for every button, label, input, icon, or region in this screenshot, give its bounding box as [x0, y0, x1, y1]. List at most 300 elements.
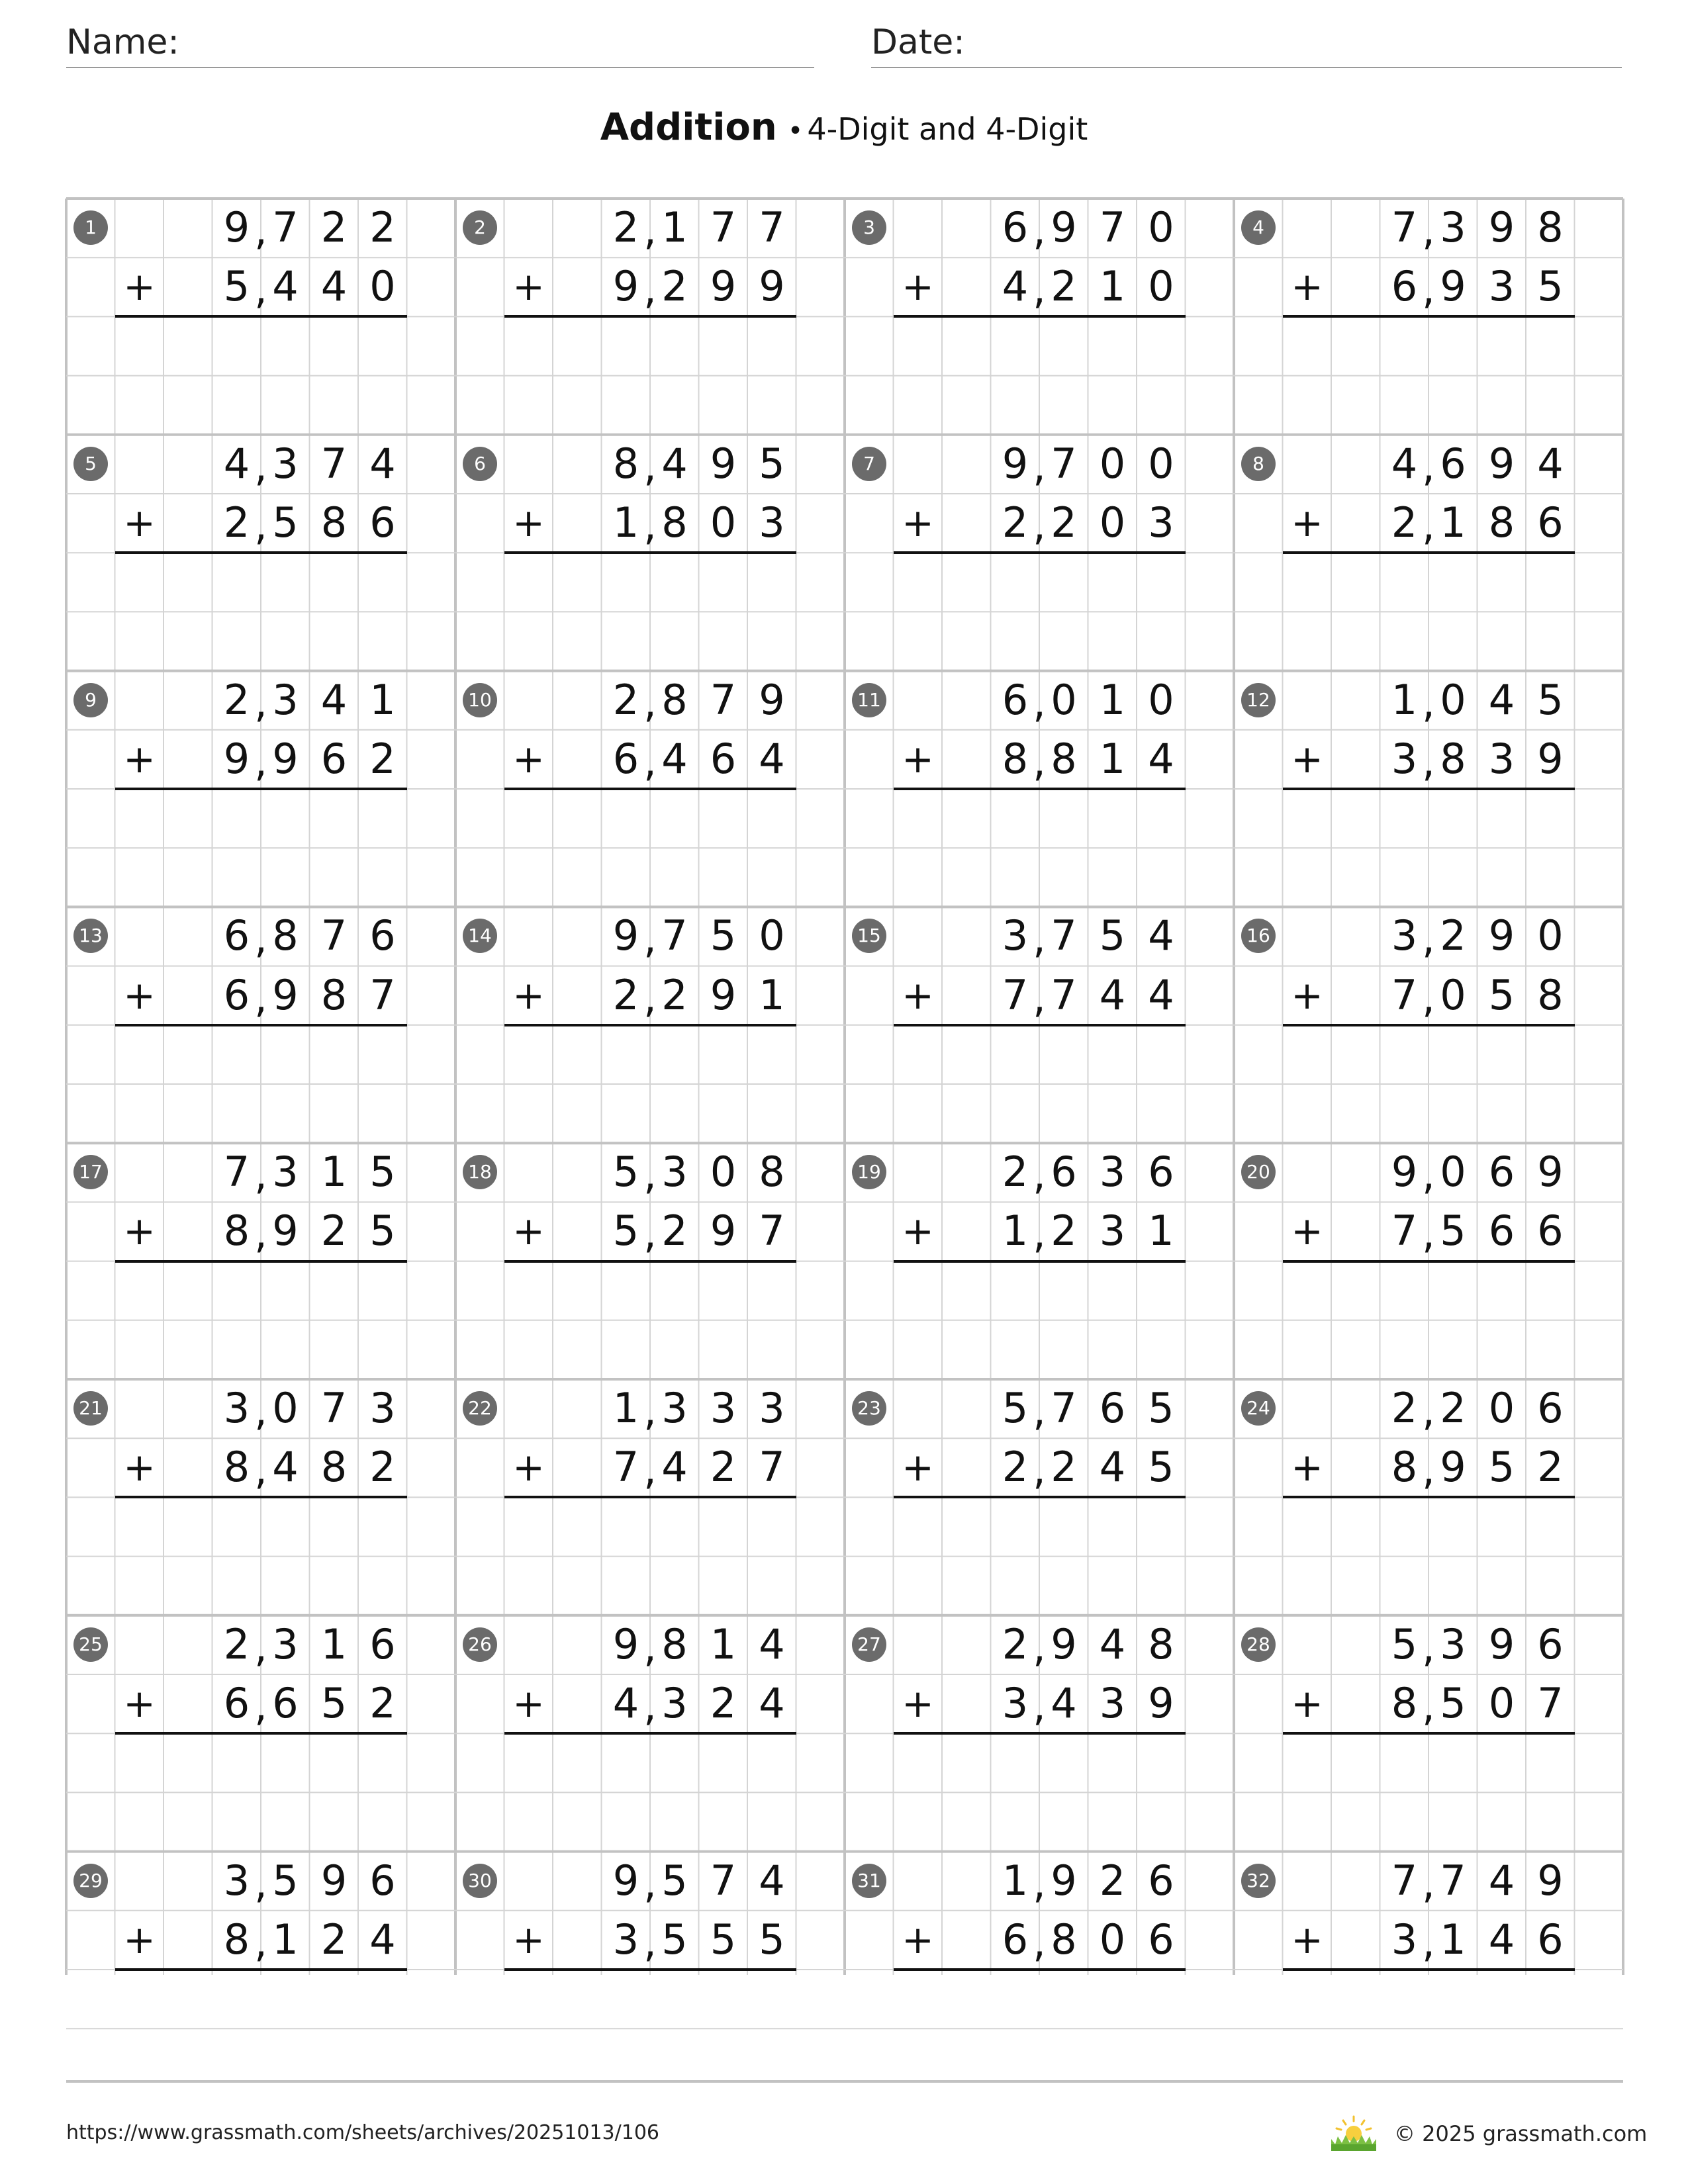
- addend-bottom-digit: 3: [1488, 734, 1515, 783]
- problem-number-badge: 32: [1241, 1864, 1276, 1898]
- plus-sign: +: [1291, 1917, 1323, 1962]
- addend-top-digit: 4: [759, 1856, 785, 1905]
- addend-top-digit: 7: [1051, 1384, 1077, 1432]
- addend-top-digit: 0: [1440, 1148, 1466, 1197]
- plus-sign: +: [1291, 972, 1323, 1018]
- answer-line: [1283, 1260, 1575, 1263]
- addend-top-digit: 8: [272, 911, 299, 960]
- thousands-comma: ,: [1033, 265, 1046, 314]
- addend-bottom-digit: 1: [1002, 1206, 1029, 1255]
- thousands-comma: ,: [254, 914, 267, 963]
- thousands-comma: ,: [1033, 206, 1046, 254]
- thousands-comma: ,: [1422, 1917, 1435, 1966]
- addend-bottom-digit: 7: [612, 1443, 639, 1492]
- addend-top-digit: 2: [320, 203, 348, 251]
- thousands-comma: ,: [643, 737, 657, 786]
- addend-top-digit: 1: [661, 203, 688, 251]
- thousands-comma: ,: [254, 737, 267, 786]
- addend-bottom-digit: 4: [612, 1679, 639, 1727]
- name-label: Name:: [66, 23, 179, 62]
- addend-bottom-digit: 9: [272, 970, 299, 1019]
- thousands-comma: ,: [1422, 1858, 1435, 1907]
- plus-sign: +: [902, 500, 934, 545]
- addend-bottom-digit: 9: [272, 1206, 299, 1255]
- addend-bottom-digit: 6: [1537, 498, 1564, 547]
- addend-top-digit: 3: [1099, 1148, 1126, 1197]
- addend-top-digit: 7: [1051, 439, 1077, 488]
- title-subtitle: 4-Digit and 4-Digit: [807, 111, 1088, 147]
- addend-bottom-digit: 2: [1051, 1206, 1077, 1255]
- thousands-comma: ,: [643, 1917, 657, 1966]
- addend-top-digit: 9: [1488, 1619, 1515, 1668]
- addend-bottom-digit: 5: [710, 1915, 737, 1964]
- addend-top-digit: 4: [759, 1619, 785, 1668]
- addend-top-digit: 7: [1391, 203, 1418, 251]
- addend-bottom-digit: 6: [223, 1679, 250, 1727]
- thousands-comma: ,: [643, 973, 657, 1022]
- thousands-comma: ,: [643, 441, 657, 490]
- thousands-comma: ,: [1033, 678, 1046, 727]
- answer-line: [504, 1024, 796, 1026]
- problem-number-badge: 25: [73, 1627, 108, 1662]
- plus-sign: +: [123, 1208, 156, 1254]
- thousands-comma: ,: [254, 1917, 267, 1966]
- thousands-comma: ,: [1422, 973, 1435, 1022]
- addend-bottom-digit: 5: [1488, 1443, 1515, 1492]
- addend-bottom-digit: 4: [759, 734, 785, 783]
- plus-sign: +: [902, 736, 934, 782]
- addend-bottom-digit: 2: [710, 1443, 737, 1492]
- addend-bottom-digit: 9: [1440, 1443, 1466, 1492]
- thousands-comma: ,: [1033, 737, 1046, 786]
- addend-bottom-digit: 6: [272, 1679, 299, 1727]
- plus-sign: +: [902, 1445, 934, 1490]
- addend-bottom-digit: 5: [1440, 1679, 1466, 1727]
- answer-line: [504, 551, 796, 554]
- addend-top-digit: 9: [1051, 1619, 1077, 1668]
- addend-bottom-digit: 8: [1391, 1443, 1418, 1492]
- addend-bottom-digit: 9: [223, 734, 250, 783]
- plus-sign: +: [512, 972, 545, 1018]
- addend-bottom-digit: 0: [1148, 262, 1174, 311]
- answer-line: [504, 1732, 796, 1735]
- thousands-comma: ,: [643, 678, 657, 727]
- thousands-comma: ,: [1033, 1622, 1046, 1671]
- problem-number-badge: 1: [73, 210, 108, 245]
- addend-bottom-digit: 6: [320, 734, 348, 783]
- addend-bottom-digit: 1: [612, 498, 639, 547]
- addend-top-digit: 9: [320, 1856, 348, 1905]
- addend-bottom-digit: 2: [369, 1443, 396, 1492]
- addend-bottom-digit: 6: [1537, 1915, 1564, 1964]
- addend-bottom-digit: 5: [369, 1206, 396, 1255]
- addend-top-digit: 9: [223, 203, 250, 251]
- addend-top-digit: 1: [1002, 1856, 1029, 1905]
- addend-top-digit: 2: [1002, 1619, 1029, 1668]
- addend-top-digit: 0: [1148, 203, 1174, 251]
- addend-top-digit: 3: [759, 1384, 785, 1432]
- answer-line: [504, 1496, 796, 1498]
- thousands-comma: ,: [1033, 501, 1046, 549]
- addend-top-digit: 8: [612, 439, 639, 488]
- addend-top-digit: 1: [320, 1148, 348, 1197]
- answer-line: [115, 1260, 407, 1263]
- thousands-comma: ,: [643, 1858, 657, 1907]
- problem-number-badge: 31: [852, 1864, 886, 1898]
- plus-sign: +: [123, 972, 156, 1018]
- addend-top-digit: 6: [223, 911, 250, 960]
- thousands-comma: ,: [643, 501, 657, 549]
- title-separator: •: [787, 116, 804, 146]
- addend-top-digit: 5: [1391, 1619, 1418, 1668]
- answer-line: [115, 1024, 407, 1026]
- addend-top-digit: 7: [1440, 1856, 1466, 1905]
- addend-bottom-digit: 5: [661, 1915, 688, 1964]
- addend-bottom-digit: 4: [661, 1443, 688, 1492]
- plus-sign: +: [512, 264, 545, 310]
- addend-bottom-digit: 8: [661, 498, 688, 547]
- addend-bottom-digit: 9: [1440, 262, 1466, 311]
- title-main: Addition: [600, 106, 777, 149]
- addend-top-digit: 4: [369, 439, 396, 488]
- addend-bottom-digit: 0: [1488, 1679, 1515, 1727]
- addend-top-digit: 4: [1488, 675, 1515, 724]
- addend-top-digit: 6: [1099, 1384, 1126, 1432]
- addend-top-digit: 5: [612, 1148, 639, 1197]
- addend-bottom-digit: 8: [320, 1443, 348, 1492]
- addend-top-digit: 3: [661, 1148, 688, 1197]
- problem-number-badge: 13: [73, 919, 108, 953]
- problem-number-badge: 4: [1241, 210, 1276, 245]
- addend-top-digit: 6: [1051, 1148, 1077, 1197]
- addend-top-digit: 4: [1148, 911, 1174, 960]
- thousands-comma: ,: [254, 265, 267, 314]
- addend-top-digit: 4: [661, 439, 688, 488]
- addend-bottom-digit: 4: [759, 1679, 785, 1727]
- addend-top-digit: 7: [1051, 911, 1077, 960]
- addend-top-digit: 0: [1148, 675, 1174, 724]
- answer-line: [1283, 315, 1575, 318]
- addend-bottom-digit: 7: [759, 1206, 785, 1255]
- addend-top-digit: 3: [661, 1384, 688, 1432]
- thousands-comma: ,: [1033, 914, 1046, 963]
- thousands-comma: ,: [1033, 1858, 1046, 1907]
- addend-bottom-digit: 2: [223, 498, 250, 547]
- addend-bottom-digit: 4: [320, 262, 348, 311]
- addend-bottom-digit: 6: [1148, 1915, 1174, 1964]
- problem-number-badge: 11: [852, 683, 886, 717]
- addend-top-digit: 7: [710, 1856, 737, 1905]
- addend-bottom-digit: 1: [1099, 262, 1126, 311]
- addend-bottom-digit: 4: [1002, 262, 1029, 311]
- addend-top-digit: 4: [223, 439, 250, 488]
- addend-top-digit: 9: [1002, 439, 1029, 488]
- answer-line: [1283, 551, 1575, 554]
- thousands-comma: ,: [643, 1209, 657, 1258]
- addend-top-digit: 9: [612, 1619, 639, 1668]
- thousands-comma: ,: [1033, 973, 1046, 1022]
- addend-bottom-digit: 2: [1002, 1443, 1029, 1492]
- thousands-comma: ,: [1033, 441, 1046, 490]
- addend-bottom-digit: 4: [1099, 970, 1126, 1019]
- addend-top-digit: 9: [1051, 1856, 1077, 1905]
- answer-line: [894, 1024, 1186, 1026]
- addend-top-digit: 9: [612, 911, 639, 960]
- addend-top-digit: 3: [272, 1148, 299, 1197]
- addend-bottom-digit: 4: [369, 1915, 396, 1964]
- addend-top-digit: 3: [1002, 911, 1029, 960]
- addend-top-digit: 5: [272, 1856, 299, 1905]
- addend-top-digit: 9: [1051, 203, 1077, 251]
- plus-sign: +: [123, 1445, 156, 1490]
- addend-bottom-digit: 6: [223, 970, 250, 1019]
- addend-top-digit: 2: [1440, 1384, 1466, 1432]
- answer-line: [894, 1732, 1186, 1735]
- addend-top-digit: 5: [759, 439, 785, 488]
- addend-bottom-digit: 3: [1099, 1206, 1126, 1255]
- addend-top-digit: 8: [1148, 1619, 1174, 1668]
- grass-sun-logo-icon: [1327, 2115, 1380, 2152]
- answer-line: [1283, 1732, 1575, 1735]
- addend-top-digit: 0: [1440, 675, 1466, 724]
- addend-bottom-digit: 4: [272, 262, 299, 311]
- addend-bottom-digit: 3: [759, 498, 785, 547]
- addend-bottom-digit: 3: [661, 1679, 688, 1727]
- addend-top-digit: 1: [710, 1619, 737, 1668]
- addend-top-digit: 9: [710, 439, 737, 488]
- addend-top-digit: 4: [320, 675, 348, 724]
- plus-sign: +: [123, 500, 156, 545]
- problem-number-badge: 17: [73, 1155, 108, 1189]
- thousands-comma: ,: [1422, 265, 1435, 314]
- problem-number-badge: 16: [1241, 919, 1276, 953]
- addend-bottom-digit: 5: [1488, 970, 1515, 1019]
- addend-bottom-digit: 0: [1099, 498, 1126, 547]
- addend-bottom-digit: 4: [272, 1443, 299, 1492]
- addend-bottom-digit: 3: [1099, 1679, 1126, 1727]
- addend-bottom-digit: 7: [1002, 970, 1029, 1019]
- addend-bottom-digit: 8: [223, 1443, 250, 1492]
- plus-sign: +: [902, 264, 934, 310]
- addend-top-digit: 6: [1148, 1148, 1174, 1197]
- addend-bottom-digit: 1: [1440, 1915, 1466, 1964]
- thousands-comma: ,: [254, 1387, 267, 1435]
- addend-bottom-digit: 9: [759, 262, 785, 311]
- addend-bottom-digit: 1: [1440, 498, 1466, 547]
- answer-line: [504, 1968, 796, 1971]
- addend-bottom-digit: 0: [710, 498, 737, 547]
- addend-top-digit: 6: [1002, 675, 1029, 724]
- problem-number-badge: 5: [73, 447, 108, 481]
- addend-top-digit: 3: [1440, 1619, 1466, 1668]
- plus-sign: +: [512, 1445, 545, 1490]
- addend-top-digit: 7: [320, 439, 348, 488]
- addend-top-digit: 7: [1391, 1856, 1418, 1905]
- thousands-comma: ,: [254, 1622, 267, 1671]
- plus-sign: +: [512, 1208, 545, 1254]
- addend-bottom-digit: 9: [710, 970, 737, 1019]
- plus-sign: +: [902, 1917, 934, 1962]
- addend-top-digit: 0: [710, 1148, 737, 1197]
- thousands-comma: ,: [1422, 441, 1435, 490]
- addend-top-digit: 6: [1488, 1148, 1515, 1197]
- addend-bottom-digit: 7: [1391, 1206, 1418, 1255]
- plus-sign: +: [512, 500, 545, 545]
- addend-bottom-digit: 0: [1099, 1915, 1126, 1964]
- addend-top-digit: 2: [1440, 911, 1466, 960]
- problem-number-badge: 14: [463, 919, 497, 953]
- addend-top-digit: 8: [661, 675, 688, 724]
- addend-bottom-digit: 8: [1488, 498, 1515, 547]
- plus-sign: +: [123, 1681, 156, 1726]
- addend-top-digit: 0: [1148, 439, 1174, 488]
- addend-top-digit: 2: [1391, 1384, 1418, 1432]
- addend-bottom-digit: 0: [369, 262, 396, 311]
- addend-top-digit: 9: [1488, 911, 1515, 960]
- addend-top-digit: 9: [1537, 1856, 1564, 1905]
- addend-bottom-digit: 5: [1148, 1443, 1174, 1492]
- addend-top-digit: 0: [759, 911, 785, 960]
- addend-bottom-digit: 3: [612, 1915, 639, 1964]
- addend-bottom-digit: 2: [710, 1679, 737, 1727]
- thousands-comma: ,: [254, 973, 267, 1022]
- addend-bottom-digit: 2: [661, 1206, 688, 1255]
- thousands-comma: ,: [1033, 1445, 1046, 1494]
- addend-top-digit: 7: [759, 203, 785, 251]
- plus-sign: +: [1291, 1681, 1323, 1726]
- addend-top-digit: 6: [1537, 1384, 1564, 1432]
- addend-bottom-digit: 5: [1537, 262, 1564, 311]
- addend-top-digit: 1: [1391, 675, 1418, 724]
- problem-number-badge: 20: [1241, 1155, 1276, 1189]
- addend-bottom-digit: 8: [1051, 1915, 1077, 1964]
- plus-sign: +: [1291, 500, 1323, 545]
- addend-top-digit: 3: [272, 439, 299, 488]
- addend-bottom-digit: 9: [1148, 1679, 1174, 1727]
- addend-bottom-digit: 3: [1391, 1915, 1418, 1964]
- addend-bottom-digit: 8: [223, 1206, 250, 1255]
- thousands-comma: ,: [643, 1682, 657, 1730]
- thousands-comma: ,: [1422, 1387, 1435, 1435]
- addend-top-digit: 6: [1148, 1856, 1174, 1905]
- plus-sign: +: [1291, 1445, 1323, 1490]
- addend-bottom-digit: 2: [369, 1679, 396, 1727]
- problem-number-badge: 28: [1241, 1627, 1276, 1662]
- addend-top-digit: 7: [1099, 203, 1126, 251]
- addend-top-digit: 0: [1537, 911, 1564, 960]
- addend-bottom-digit: 3: [1002, 1679, 1029, 1727]
- addend-bottom-digit: 6: [1488, 1206, 1515, 1255]
- answer-line: [504, 1260, 796, 1263]
- addend-top-digit: 5: [710, 911, 737, 960]
- addend-top-digit: 5: [1002, 1384, 1029, 1432]
- addend-bottom-digit: 7: [369, 970, 396, 1019]
- addend-top-digit: 3: [272, 675, 299, 724]
- addend-bottom-digit: 0: [1440, 970, 1466, 1019]
- thousands-comma: ,: [254, 441, 267, 490]
- thousands-comma: ,: [1422, 206, 1435, 254]
- addend-top-digit: 9: [759, 675, 785, 724]
- addend-top-digit: 0: [1051, 675, 1077, 724]
- addend-top-digit: 7: [661, 911, 688, 960]
- addend-bottom-digit: 8: [1440, 734, 1466, 783]
- addend-bottom-digit: 3: [1488, 262, 1515, 311]
- addend-bottom-digit: 9: [612, 262, 639, 311]
- problem-number-badge: 27: [852, 1627, 886, 1662]
- problem-number-badge: 23: [852, 1391, 886, 1426]
- thousands-comma: ,: [254, 1858, 267, 1907]
- answer-line: [504, 788, 796, 790]
- answer-line: [115, 1496, 407, 1498]
- addend-top-digit: 7: [272, 203, 299, 251]
- problem-number-badge: 9: [73, 683, 108, 717]
- addend-top-digit: 6: [1537, 1619, 1564, 1668]
- addend-bottom-digit: 8: [320, 498, 348, 547]
- addend-top-digit: 1: [320, 1619, 348, 1668]
- problem-number-badge: 22: [463, 1391, 497, 1426]
- addend-bottom-digit: 1: [272, 1915, 299, 1964]
- addend-bottom-digit: 8: [1051, 734, 1077, 783]
- addend-top-digit: 4: [1099, 1619, 1126, 1668]
- footer-url: https://www.grassmath.com/sheets/archives/20251013/106: [66, 2121, 660, 2144]
- answer-line: [1283, 1968, 1575, 1971]
- addend-bottom-digit: 2: [320, 1915, 348, 1964]
- addend-top-digit: 2: [369, 203, 396, 251]
- footer-copyright: © 2025 grassmath.com: [1394, 2121, 1648, 2146]
- addend-bottom-digit: 9: [710, 1206, 737, 1255]
- addend-bottom-digit: 1: [1099, 734, 1126, 783]
- addend-bottom-digit: 2: [1051, 1443, 1077, 1492]
- date-label: Date:: [871, 23, 965, 62]
- thousands-comma: ,: [643, 1387, 657, 1435]
- plus-sign: +: [1291, 736, 1323, 782]
- addend-top-digit: 3: [223, 1384, 250, 1432]
- thousands-comma: ,: [1422, 1209, 1435, 1258]
- addend-bottom-digit: 9: [710, 262, 737, 311]
- addend-top-digit: 3: [369, 1384, 396, 1432]
- thousands-comma: ,: [254, 206, 267, 254]
- addend-bottom-digit: 3: [1391, 734, 1418, 783]
- addend-bottom-digit: 4: [661, 734, 688, 783]
- problem-number-badge: 29: [73, 1864, 108, 1898]
- addend-top-digit: 2: [223, 1619, 250, 1668]
- addend-bottom-digit: 7: [759, 1443, 785, 1492]
- thousands-comma: ,: [254, 501, 267, 549]
- addend-top-digit: 2: [1099, 1856, 1126, 1905]
- thousands-comma: ,: [643, 914, 657, 963]
- addend-bottom-digit: 8: [1391, 1679, 1418, 1727]
- addend-top-digit: 3: [1391, 911, 1418, 960]
- answer-line: [894, 788, 1186, 790]
- problem-number-badge: 30: [463, 1864, 497, 1898]
- problem-number-badge: 3: [852, 210, 886, 245]
- addend-top-digit: 5: [1537, 675, 1564, 724]
- addend-bottom-digit: 2: [612, 970, 639, 1019]
- addend-bottom-digit: 9: [1537, 734, 1564, 783]
- addend-top-digit: 9: [1488, 439, 1515, 488]
- plus-sign: +: [1291, 1208, 1323, 1254]
- thousands-comma: ,: [643, 265, 657, 314]
- thousands-comma: ,: [1033, 1150, 1046, 1199]
- addend-top-digit: 6: [369, 1619, 396, 1668]
- addend-top-digit: 1: [1099, 675, 1126, 724]
- problem-number-badge: 19: [852, 1155, 886, 1189]
- problem-number-badge: 24: [1241, 1391, 1276, 1426]
- addend-top-digit: 9: [1391, 1148, 1418, 1197]
- thousands-comma: ,: [1422, 501, 1435, 549]
- addend-top-digit: 4: [1488, 1856, 1515, 1905]
- problem-number-badge: 6: [463, 447, 497, 481]
